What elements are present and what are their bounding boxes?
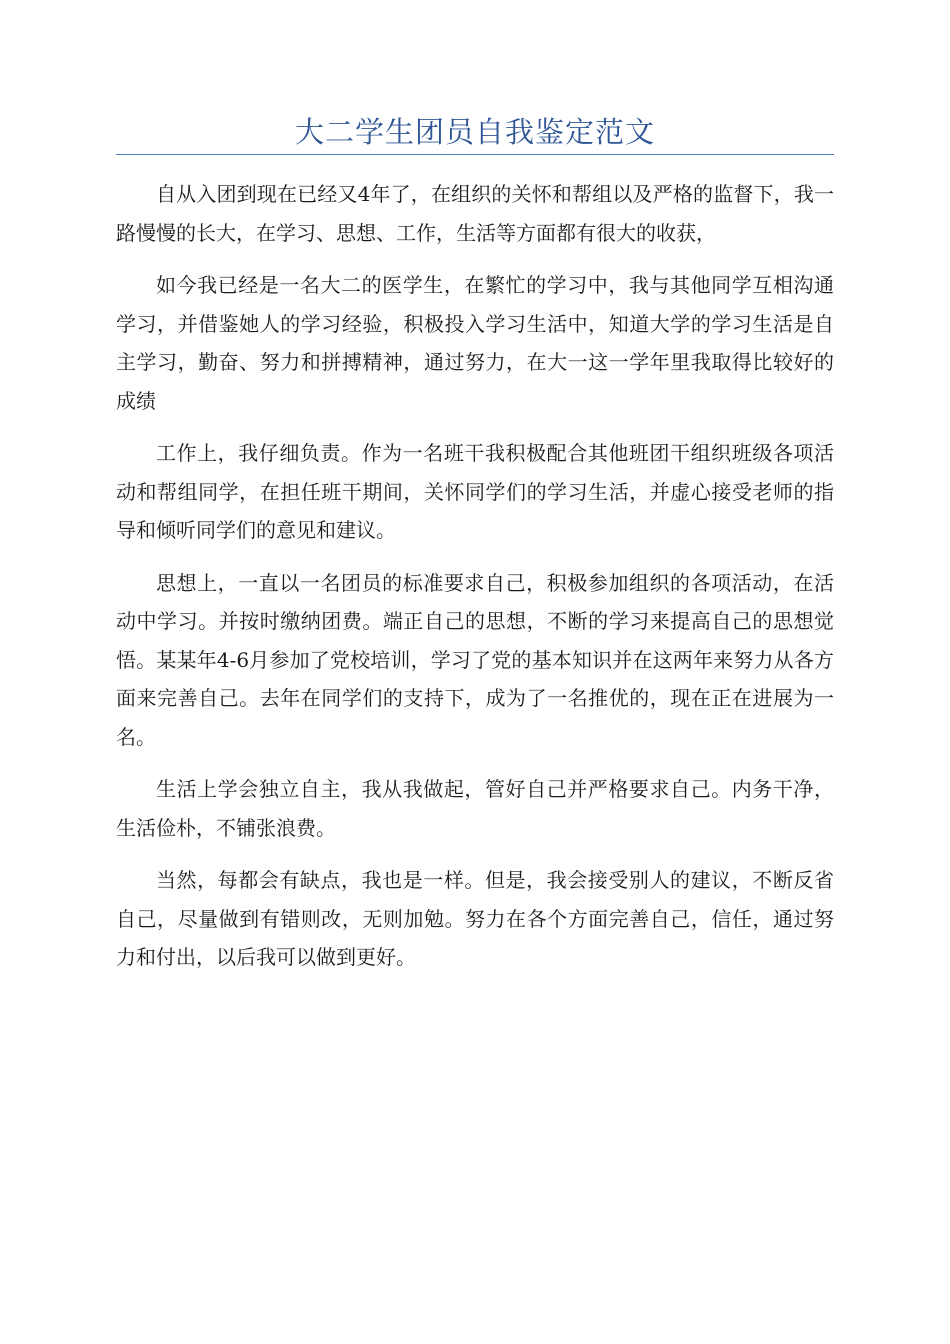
paragraph-1: 自从入团到现在已经又4年了，在组织的关怀和帮组以及严格的监督下，我一路慢慢的长大，在学习、思想、工作，生活等方面都有很大的收获， [116,182,834,245]
paragraph-6: 当然，每都会有缺点，我也是一样。但是，我会接受别人的建议，不断反省自己，尽量做到有错则改，无则加勉。努力在各个方面完善自己，信任，通过努力和付出，以后我可以做到更好。 [116,868,834,969]
document-title: 大二学生团员自我鉴定范文 [294,115,655,149]
paragraph-4: 思想上，一直以一名团员的标准要求自己，积极参加组织的各项活动，在活动中学习。并按时缴纳团费。端正自己的思想，不断的学习来提高自己的思想觉悟。某某年4-6月参加了党校培训，学习了党的基本知识并在这两年来努力从各方面来完善自己。去年在同学们的支持下，成为了一名推优的，现在正在进展为一名。 [116,570,834,749]
document-body [116,175,834,991]
paragraph-2: 如今我已经是一名大二的医学生，在繁忙的学习中，我与其他同学互相沟通学习，并借鉴她人的学习经验，积极投入学习生活中，知道大学的学习生活是自主学习，勤奋、努力和拼搏精神，通过努力，在大一这一学年里我取得比较好的成绩 [116,273,834,413]
paragraph-3: 工作上，我仔细负责。作为一名班干我积极配合其他班团干组织班级各项活动和帮组同学，在担任班干期间，关怀同学们的学习生活，并虚心接受老师的指导和倾听同学们的意见和建议。 [116,441,834,542]
title-underline [116,154,834,155]
paragraph-5: 生活上学会独立自主，我从我做起，管好自己并严格要求自己。内务干净，生活俭朴，不铺张浪费。 [116,777,834,840]
